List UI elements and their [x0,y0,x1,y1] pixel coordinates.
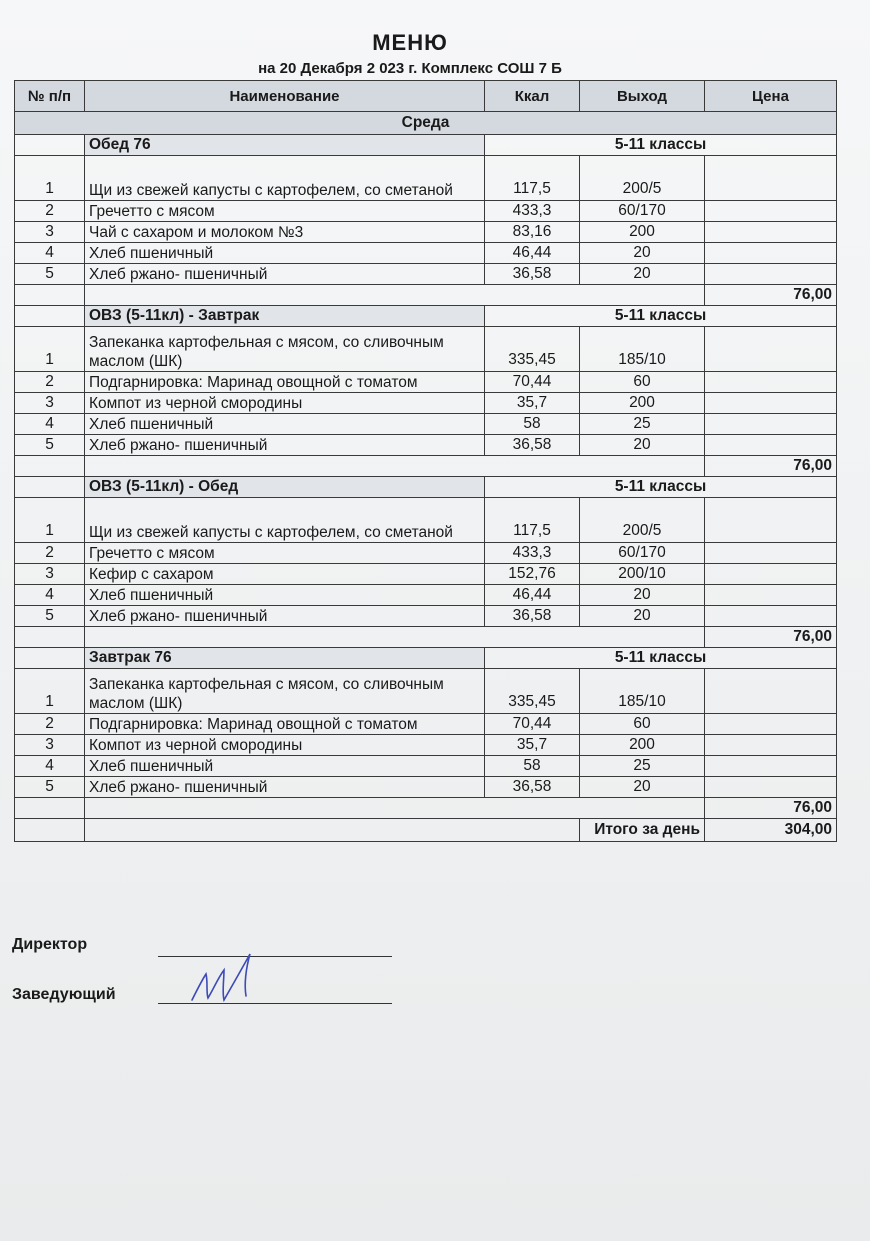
total-empty-cell [15,798,85,819]
item-number: 1 [15,327,85,372]
item-output: 20 [580,777,705,798]
item-number: 3 [15,393,85,414]
section-classes: 5-11 классы [485,306,837,327]
header-name: Наименование [85,81,485,112]
header-price: Цена [705,81,837,112]
day-label: Среда [15,112,837,135]
item-name: Запеканка картофельная с мясом, со сливочным маслом (ШК) [85,327,485,372]
header-output: Выход [580,81,705,112]
table-row [15,264,837,285]
header-kcal: Ккал [485,81,580,112]
item-name: Компот из черной смородины [85,735,485,756]
item-output: 20 [580,243,705,264]
table-row [15,777,837,798]
item-number: 2 [15,372,85,393]
item-output: 20 [580,435,705,456]
item-kcal: 36,58 [485,264,580,285]
item-name: Хлеб пшеничный [85,243,485,264]
item-kcal: 46,44 [485,243,580,264]
table-row [15,201,837,222]
table-row [15,714,837,735]
total-empty-cell [85,798,705,819]
section-empty-cell [15,648,85,669]
item-output: 20 [580,264,705,285]
section-name: ОВЗ (5-11кл) - Завтрак [85,306,485,327]
grand-total-value: 304,00 [705,819,837,842]
item-output: 200/5 [580,498,705,543]
table-row [15,498,837,543]
table-row [15,372,837,393]
item-kcal: 58 [485,414,580,435]
item-output: 60 [580,714,705,735]
item-number: 2 [15,543,85,564]
grand-total-row [15,819,837,842]
item-output: 200/5 [580,156,705,201]
day-row [15,112,837,135]
item-kcal: 36,58 [485,606,580,627]
item-output: 25 [580,414,705,435]
section-name: Обед 76 [85,135,485,156]
item-price [705,327,837,372]
item-kcal: 335,45 [485,327,580,372]
item-name: Подгарнировка: Маринад овощной с томатом [85,372,485,393]
item-number: 1 [15,669,85,714]
item-name: Запеканка картофельная с мясом, со сливочным маслом (ШК) [85,669,485,714]
item-price [705,264,837,285]
item-output: 60/170 [580,543,705,564]
item-kcal: 335,45 [485,669,580,714]
item-name: Щи из свежей капусты с картофелем, со сметаной [85,498,485,543]
item-output: 185/10 [580,327,705,372]
item-number: 5 [15,606,85,627]
item-kcal: 117,5 [485,498,580,543]
section-total-price: 76,00 [705,627,837,648]
section-name: Завтрак 76 [85,648,485,669]
item-price [705,714,837,735]
page-subtitle: на 20 Декабря 2 023 г. Комплекс СОШ 7 Б [258,60,562,77]
item-number: 5 [15,264,85,285]
page-title: МЕНЮ [372,30,448,55]
section-empty-cell [15,306,85,327]
item-name: Хлеб ржано- пшеничный [85,777,485,798]
section-header-row [15,477,837,498]
menu-body [15,112,837,842]
grand-empty-cell [15,819,85,842]
item-kcal: 433,3 [485,543,580,564]
item-kcal: 35,7 [485,735,580,756]
item-name: Хлеб пшеничный [85,756,485,777]
section-total-price: 76,00 [705,285,837,306]
item-name: Гречетто с мясом [85,543,485,564]
item-number: 4 [15,585,85,606]
item-kcal: 433,3 [485,201,580,222]
section-classes: 5-11 классы [485,648,837,669]
item-price [705,777,837,798]
item-kcal: 46,44 [485,585,580,606]
item-name: Подгарнировка: Маринад овощной с томатом [85,714,485,735]
section-header-row [15,648,837,669]
table-row [15,606,837,627]
section-total-row [15,456,837,477]
item-kcal: 70,44 [485,714,580,735]
total-empty-cell [85,627,705,648]
section-empty-cell [15,135,85,156]
item-price [705,735,837,756]
manager-label: Заведующий [12,986,116,1003]
menu-table [14,80,837,842]
table-row [15,669,837,714]
total-empty-cell [85,456,705,477]
item-number: 3 [15,222,85,243]
section-header-row [15,306,837,327]
item-number: 5 [15,777,85,798]
section-empty-cell [15,477,85,498]
section-total-row [15,285,837,306]
item-name: Хлеб пшеничный [85,414,485,435]
item-price [705,201,837,222]
section-classes: 5-11 классы [485,477,837,498]
item-name: Чай с сахаром и молоком №3 [85,222,485,243]
item-number: 2 [15,714,85,735]
item-name: Щи из свежей капусты с картофелем, со сметаной [85,156,485,201]
item-price [705,414,837,435]
handwritten-signature [188,952,278,1012]
item-number: 4 [15,243,85,264]
item-output: 60/170 [580,201,705,222]
section-name: ОВЗ (5-11кл) - Обед [85,477,485,498]
item-number: 1 [15,498,85,543]
section-total-row [15,627,837,648]
item-output: 20 [580,606,705,627]
section-total-price: 76,00 [705,798,837,819]
item-name: Компот из черной смородины [85,393,485,414]
item-price [705,498,837,543]
item-price [705,372,837,393]
item-output: 200 [580,735,705,756]
item-name: Кефир с сахаром [85,564,485,585]
item-number: 5 [15,435,85,456]
item-number: 3 [15,564,85,585]
header-no: № п/п [15,81,85,112]
item-name: Хлеб ржано- пшеничный [85,264,485,285]
item-price [705,585,837,606]
table-row [15,414,837,435]
item-name: Хлеб ржано- пшеничный [85,606,485,627]
table-row [15,585,837,606]
item-price [705,243,837,264]
item-kcal: 83,16 [485,222,580,243]
item-kcal: 35,7 [485,393,580,414]
item-kcal: 117,5 [485,156,580,201]
table-row [15,243,837,264]
item-name: Гречетто с мясом [85,201,485,222]
table-header-row [15,81,837,112]
item-output: 20 [580,585,705,606]
item-output: 25 [580,756,705,777]
item-price [705,669,837,714]
item-output: 185/10 [580,669,705,714]
item-number: 4 [15,414,85,435]
section-total-price: 76,00 [705,456,837,477]
item-kcal: 152,76 [485,564,580,585]
item-price [705,435,837,456]
table-row [15,327,837,372]
item-price [705,756,837,777]
table-row [15,393,837,414]
director-label: Директор [12,936,88,953]
item-number: 4 [15,756,85,777]
total-empty-cell [15,456,85,477]
table-row [15,156,837,201]
item-price [705,156,837,201]
total-empty-cell [85,285,705,306]
item-name: Хлеб ржано- пшеничный [85,435,485,456]
item-price [705,564,837,585]
grand-total-label: Итого за день [580,819,705,842]
item-price [705,606,837,627]
total-empty-cell [15,285,85,306]
section-header-row [15,135,837,156]
table-row [15,222,837,243]
item-output: 200 [580,393,705,414]
table-row [15,735,837,756]
item-kcal: 58 [485,756,580,777]
item-price [705,222,837,243]
grand-empty-cell [85,819,580,842]
item-price [705,543,837,564]
table-row [15,564,837,585]
item-output: 200/10 [580,564,705,585]
item-kcal: 36,58 [485,777,580,798]
item-number: 2 [15,201,85,222]
item-number: 1 [15,156,85,201]
table-row [15,543,837,564]
section-classes: 5-11 классы [485,135,837,156]
item-price [705,393,837,414]
table-row [15,756,837,777]
item-output: 200 [580,222,705,243]
item-kcal: 70,44 [485,372,580,393]
table-row [15,435,837,456]
item-kcal: 36,58 [485,435,580,456]
item-number: 3 [15,735,85,756]
total-empty-cell [15,627,85,648]
section-total-row [15,798,837,819]
item-output: 60 [580,372,705,393]
item-name: Хлеб пшеничный [85,585,485,606]
